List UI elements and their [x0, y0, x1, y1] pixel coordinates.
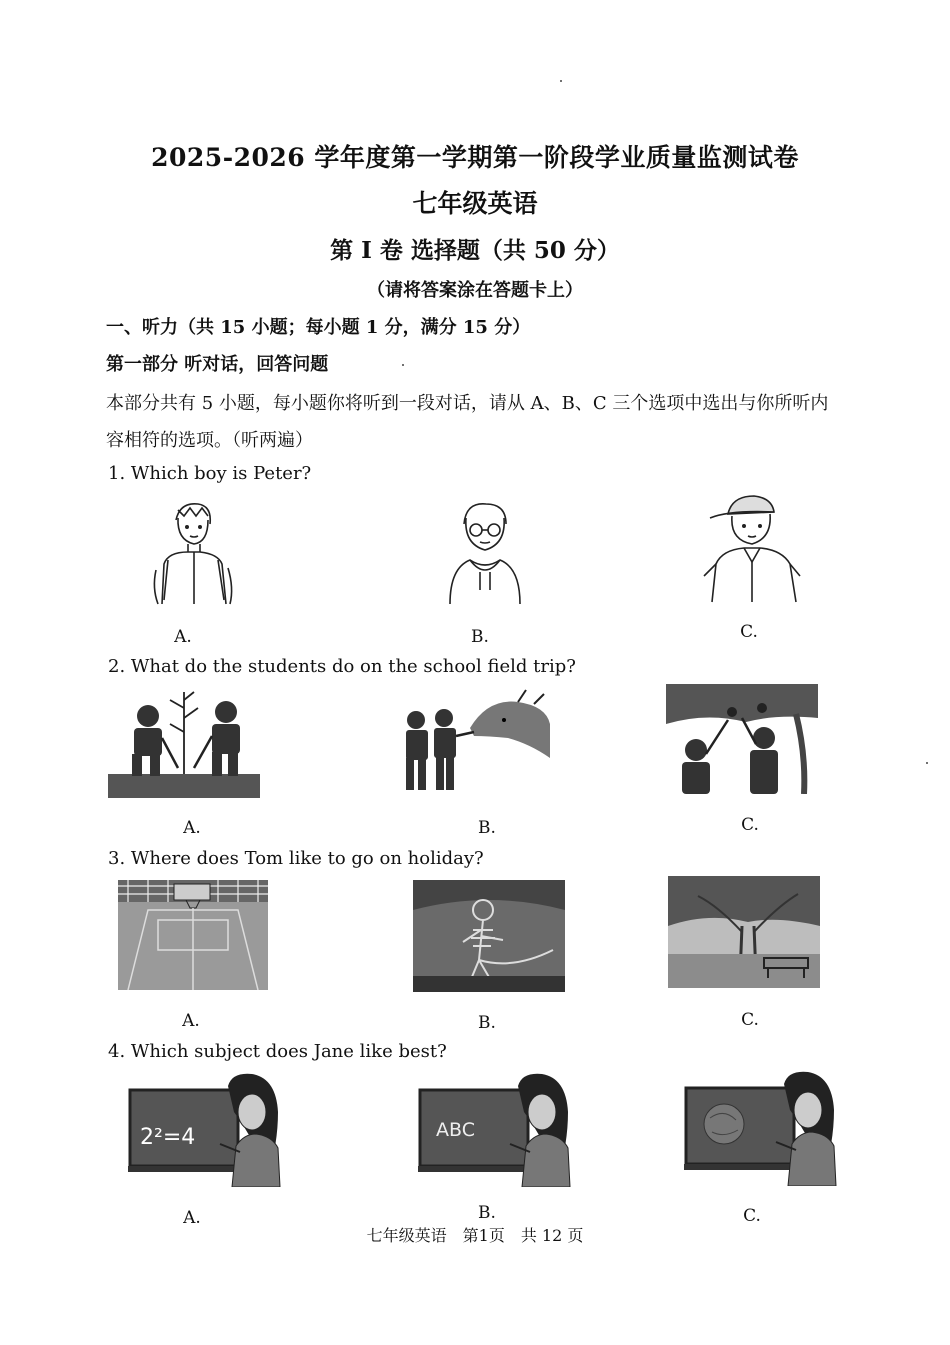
section-heading: 一、听力（共 15 小题；每小题 1 分，满分 15 分）	[106, 317, 531, 338]
option-4b[interactable]: B.	[478, 1203, 496, 1223]
museum-dinosaur-icon	[413, 880, 565, 992]
option-2a[interactable]: A.	[183, 818, 201, 838]
park-bench-icon	[668, 876, 820, 988]
part-heading: 第一部分 听对话，回答问题	[106, 354, 329, 375]
volume-heading: 第 I 卷 选择题（共 50 分）	[330, 237, 620, 264]
option-1c[interactable]: C.	[740, 622, 758, 642]
option-2c[interactable]: C.	[741, 815, 759, 835]
board-text-a: 2²=4	[140, 1125, 196, 1150]
option-4c[interactable]: C.	[743, 1206, 761, 1226]
option-3c[interactable]: C.	[741, 1010, 759, 1030]
scan-speck	[926, 762, 928, 764]
exam-subject: 七年级英语	[412, 189, 538, 218]
scan-speck	[402, 364, 404, 366]
basketball-court-icon	[118, 880, 268, 990]
board-text-b: ABC	[436, 1119, 475, 1141]
boy-with-glasses-hoodie-icon	[440, 500, 530, 605]
option-3b[interactable]: B.	[478, 1013, 496, 1033]
page-footer: 七年级英语 第1页 共 12 页	[366, 1226, 584, 1245]
exam-title: 2025-2026 学年度第一学期第一阶段学业质量监测试卷	[151, 143, 799, 172]
question-2: 2. What do the students do on the school field trip?	[108, 656, 576, 677]
teacher-english-board-icon	[418, 1072, 572, 1187]
question-1: 1. Which boy is Peter?	[108, 463, 312, 484]
teacher-globe-board-icon	[684, 1068, 838, 1186]
option-3a[interactable]: A.	[182, 1011, 200, 1031]
boy-with-cap-icon	[700, 492, 805, 604]
option-1a[interactable]: A.	[174, 627, 192, 647]
teacher-math-board-icon	[128, 1072, 282, 1187]
boy-with-backpack-icon	[148, 500, 236, 608]
question-3: 3. Where does Tom like to go on holiday?	[108, 848, 484, 869]
feeding-cow-icon	[398, 688, 553, 796]
option-2b[interactable]: B.	[478, 818, 496, 838]
planting-tree-icon	[108, 688, 260, 798]
option-1b[interactable]: B.	[471, 627, 489, 647]
scan-speck	[560, 80, 562, 82]
question-4: 4. Which subject does Jane like best?	[108, 1041, 447, 1062]
picking-fruit-icon	[666, 684, 818, 794]
answer-note: （请将答案涂在答题卡上）	[367, 280, 583, 301]
option-4a[interactable]: A.	[183, 1208, 201, 1228]
instructions: 本部分共有 5 小题，每小题你将听到一段对话，请从 A、B、C 三个选项中选出与你所听内容相符的选项。（听两遍）	[106, 393, 829, 451]
